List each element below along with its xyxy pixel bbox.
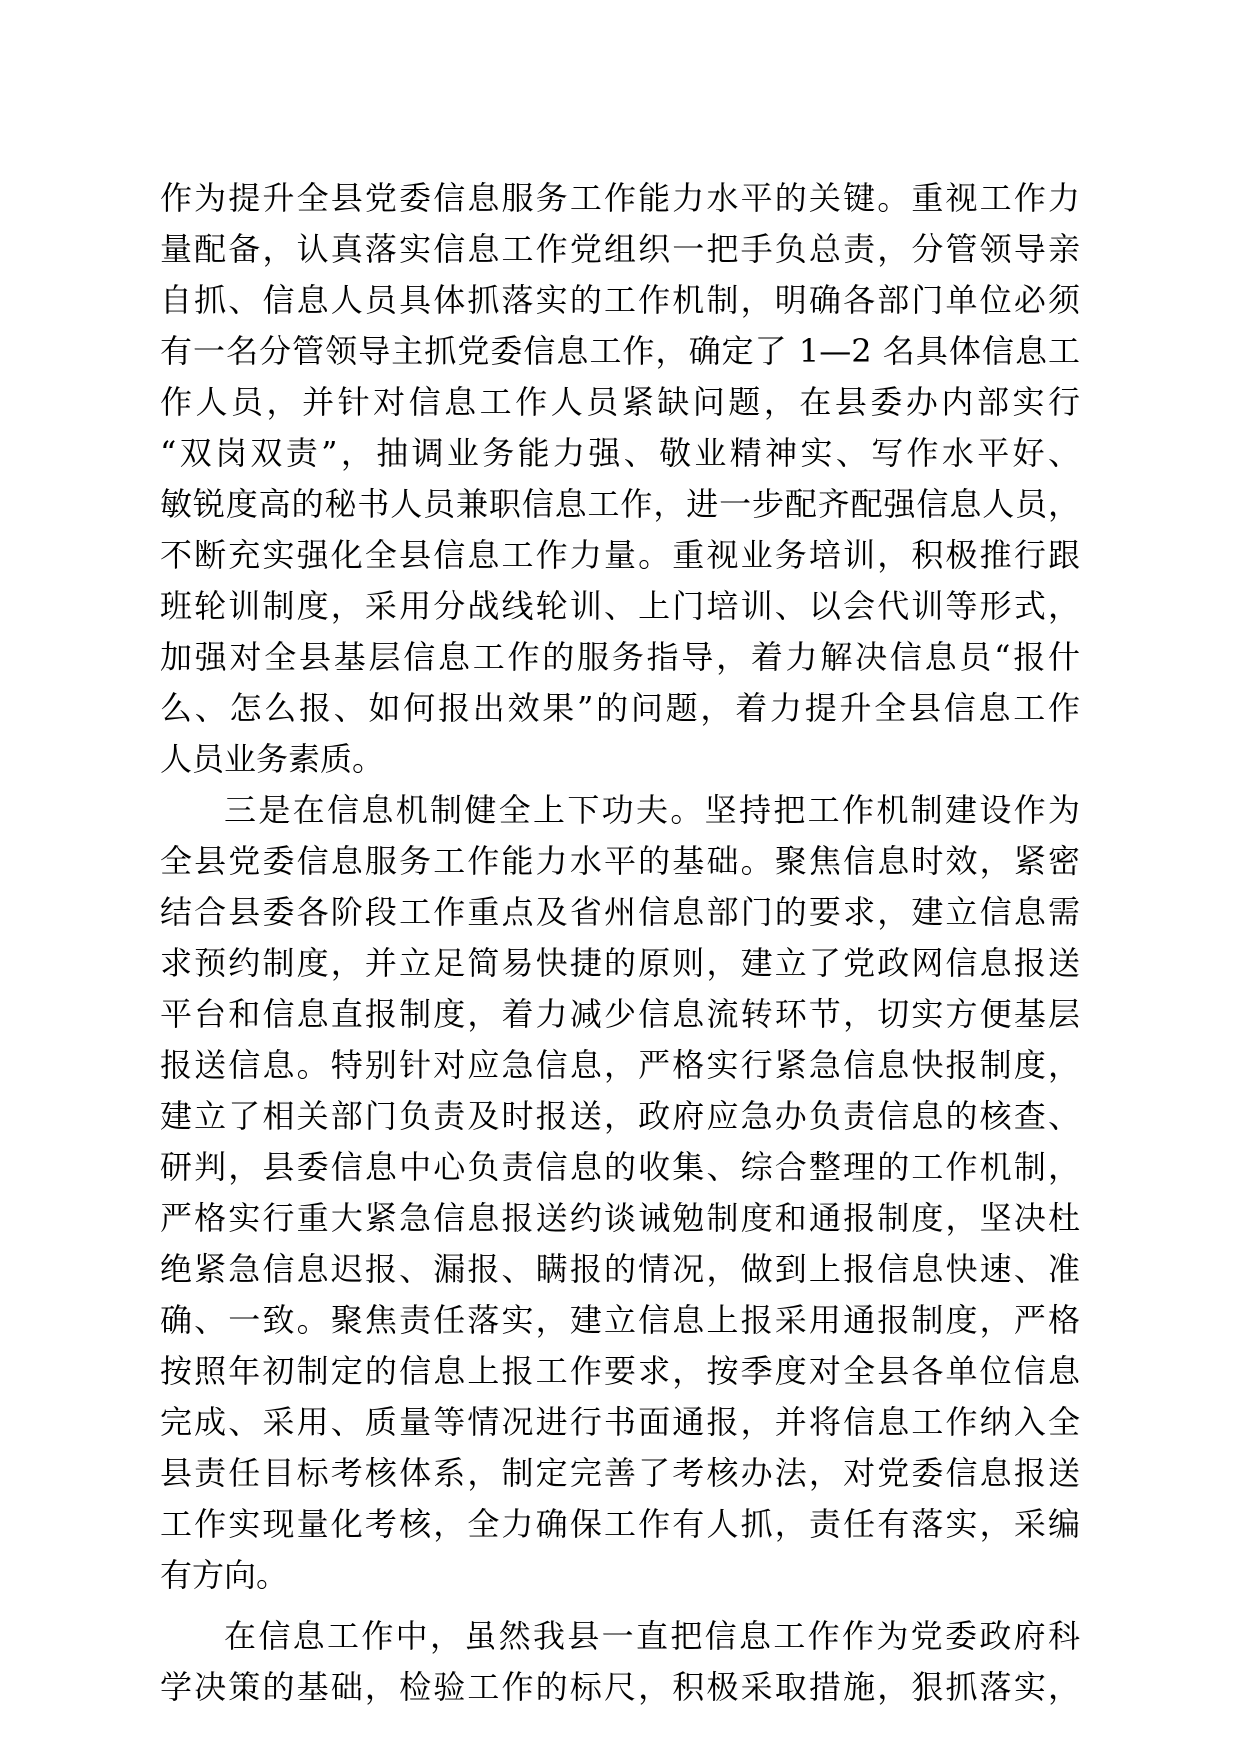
- text-line: 确、一致。聚焦责任落实，建立信息上报采用通报制度，严格: [160, 1301, 1080, 1339]
- text-line: 人员业务素质。: [160, 740, 385, 778]
- text-line: 全县党委信息服务工作能力水平的基础。聚焦信息时效，紧密: [160, 842, 1080, 880]
- text-line: 县责任目标考核体系，制定完善了考核办法，对党委信息报送: [160, 1454, 1080, 1492]
- paragraph-3: [160, 1611, 1080, 1713]
- text-line: 按照年初制定的信息上报工作要求，按季度对全县各单位信息: [160, 1352, 1080, 1390]
- text-line: 平台和信息直报制度，着力减少信息流转环节，切实方便基层: [160, 995, 1080, 1033]
- text-line: 三是在信息机制健全上下功夫。坚持把工作机制建设作为: [224, 791, 1080, 829]
- document-body: [160, 173, 1080, 1713]
- text-line: 学决策的基础，检验工作的标尺，积极采取措施，狠抓落实，: [160, 1668, 1080, 1706]
- text-line: 结合县委各阶段工作重点及省州信息部门的要求，建立信息需: [160, 893, 1080, 931]
- text-line: 作人员，并针对信息工作人员紧缺问题，在县委办内部实行: [160, 383, 1080, 421]
- text-line: 工作实现量化考核，全力确保工作有人抓，责任有落实，采编: [160, 1505, 1080, 1543]
- text-line: 不断充实强化全县信息工作力量。重视业务培训，积极推行跟: [160, 536, 1080, 574]
- text-line: 班轮训制度，采用分战线轮训、上门培训、以会代训等形式，: [160, 587, 1080, 625]
- text-line: 有方向。: [160, 1556, 289, 1594]
- text-line: 完成、采用、质量等情况进行书面通报，并将信息工作纳入全: [160, 1403, 1080, 1441]
- text-line: 报送信息。特别针对应急信息，严格实行紧急信息快报制度，: [160, 1046, 1080, 1084]
- text-line: 么、怎么报、如何报出效果”的问题，着力提升全县信息工作: [160, 689, 1080, 727]
- text-line: 量配备，认真落实信息工作党组织一把手负总责，分管领导亲: [160, 230, 1080, 268]
- text-line: 严格实行重大紧急信息报送约谈诫勉制度和通报制度，坚决杜: [160, 1199, 1080, 1237]
- text-line: 敏锐度高的秘书人员兼职信息工作，进一步配齐配强信息人员，: [160, 485, 1080, 523]
- paragraph-1: [160, 173, 1080, 785]
- text-line: 求预约制度，并立足简易快捷的原则，建立了党政网信息报送: [160, 944, 1080, 982]
- text-line: 绝紧急信息迟报、漏报、瞒报的情况，做到上报信息快速、准: [160, 1250, 1080, 1288]
- text-line: “双岗双责”，抽调业务能力强、敬业精神实、写作水平好、: [160, 434, 1080, 472]
- text-line: 有一名分管领导主抓党委信息工作，确定了 1—2 名具体信息工: [160, 332, 1080, 370]
- text-line: 在信息工作中，虽然我县一直把信息工作作为党委政府科: [224, 1617, 1080, 1655]
- text-line: 建立了相关部门负责及时报送，政府应急办负责信息的核查、: [160, 1097, 1080, 1135]
- paragraph-2: [160, 785, 1080, 1601]
- text-line: 研判，县委信息中心负责信息的收集、综合整理的工作机制，: [160, 1148, 1080, 1186]
- text-line: 加强对全县基层信息工作的服务指导，着力解决信息员“报什: [160, 638, 1080, 676]
- text-line: 自抓、信息人员具体抓落实的工作机制，明确各部门单位必须: [160, 281, 1080, 319]
- text-line: 作为提升全县党委信息服务工作能力水平的关键。重视工作力: [160, 179, 1080, 217]
